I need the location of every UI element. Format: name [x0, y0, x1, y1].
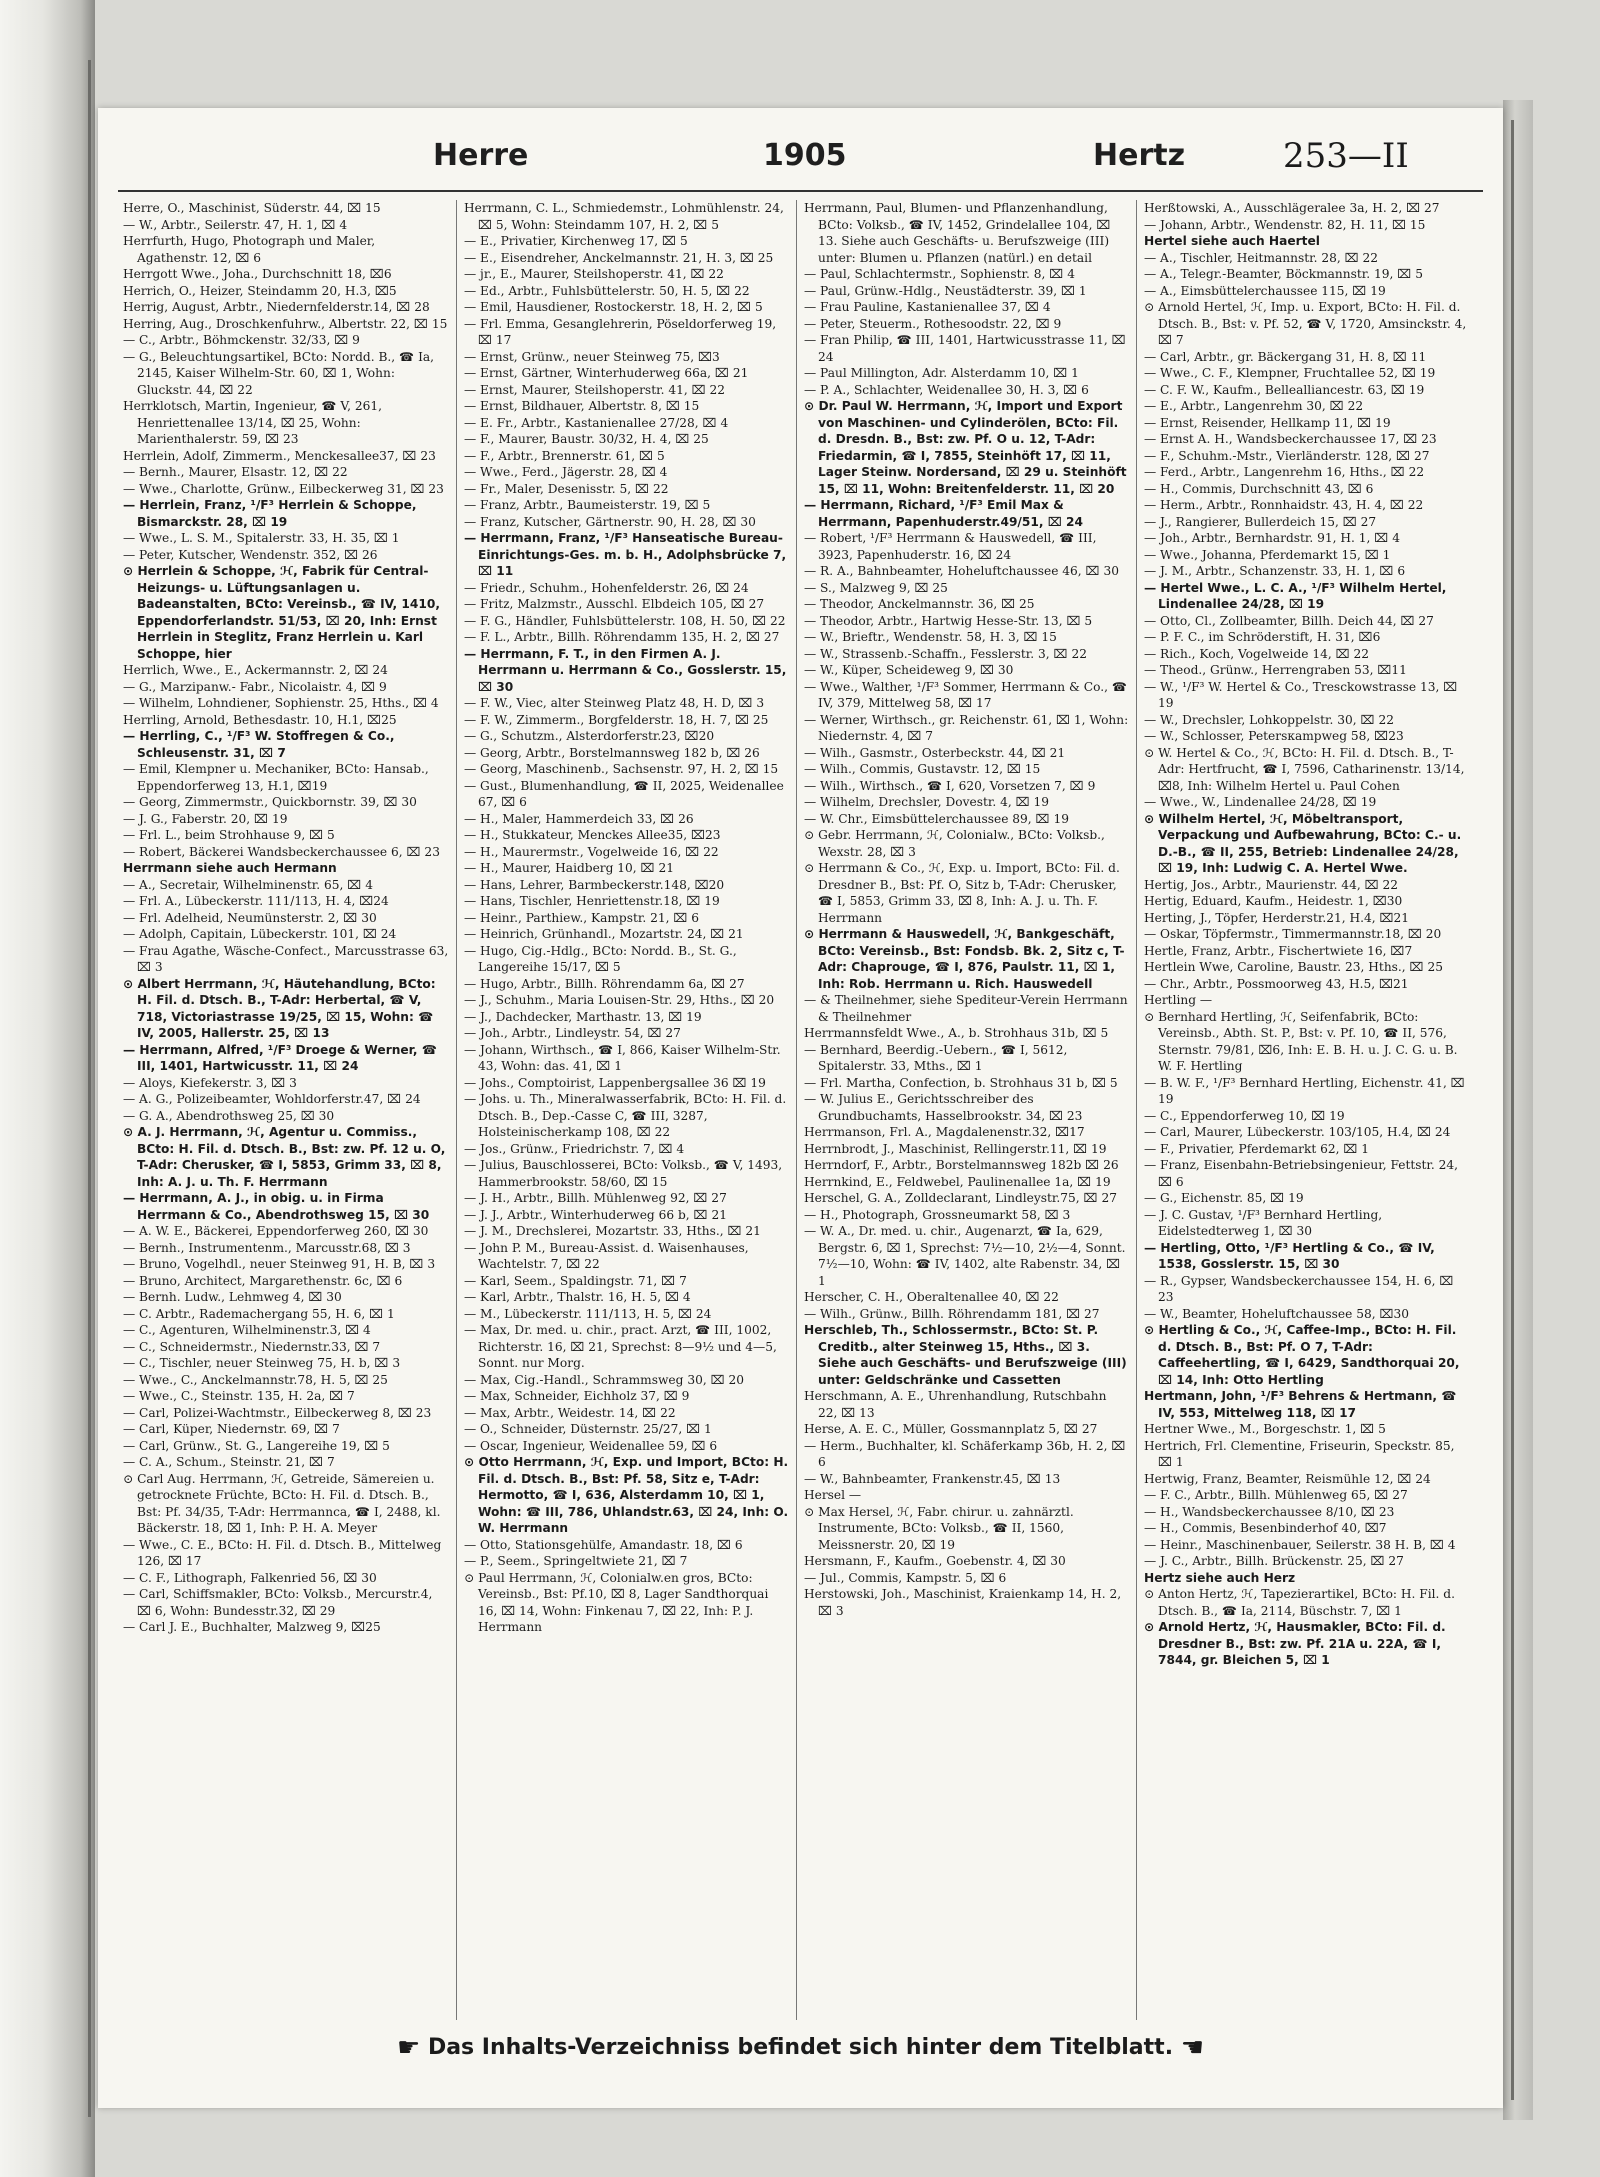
directory-entry: — J., Dachdecker, Marthastr. 13, ⌧ 19	[464, 1009, 702, 1024]
directory-entry: — H., Wandsbeckerchaussee 8/10, ⌧ 23	[1144, 1504, 1395, 1519]
directory-entry: ⊙ A. J. Herrmann, ℋ, Agentur u. Commiss., BCto: H. Fil. d. Dtsch. B., Bst: zw. Pf. 12 u. O, T-Adr: Cherusker, ☎ I, 5853, Grimm 33, ⌧ 8, Inh: A. J. u. Th. F. Herrmann	[123, 1125, 446, 1189]
directory-entry: — Fr., Maler, Desenisstr. 5, ⌧ 22	[464, 481, 669, 496]
directory-entry: — Johs., Comptoirist, Lappenbergsallee 36 ⌧ 19	[464, 1075, 766, 1090]
directory-entry: — Jos., Grünw., Friedrichstr. 7, ⌧ 4	[464, 1141, 685, 1156]
directory-entry: Herting, J., Töpfer, Herderstr.21, H.4, ⌧21	[1144, 910, 1410, 925]
directory-entry: — Carl, Arbtr., gr. Bäckergang 31, H. 8, ⌧ 11	[1144, 349, 1427, 364]
directory-entry: — Herrmann, Richard, ¹/F³ Emil Max & Herrmann, Papenhuderstr.49/51, ⌧ 24	[804, 498, 1083, 529]
directory-entry: — W., ¹/F³ W. Hertel & Co., Tresckowstrasse 13, ⌧ 19	[1144, 679, 1458, 710]
directory-entry: — Friedr., Schuhm., Hohenfelderstr. 26, ⌧ 24	[464, 580, 749, 595]
directory-entry: — W., Schlosser, Petersкampweg 58, ⌧23	[1144, 729, 1404, 743]
directory-entry: — G. A., Abendrothsweg 25, ⌧ 30	[123, 1108, 335, 1123]
directory-entry: — S., Malzweg 9, ⌧ 25	[804, 580, 948, 595]
directory-entry: — Georg, Maschinenb., Sachsenstr. 97, H. 2, ⌧ 15	[464, 762, 779, 776]
directory-entry: Herschmann, A. E., Uhrenhandlung, Rutschbahn 22, ⌧ 13	[804, 1389, 1107, 1420]
directory-entry: — W., Drechsler, Lohkoppelstr. 30, ⌧ 22	[1144, 712, 1394, 727]
directory-entry: Hertwig, Franz, Beamter, Reismühle 12, ⌧ 24	[1144, 1471, 1431, 1486]
directory-entry: — A., Eimsbüttelerchaussee 115, ⌧ 19	[1144, 283, 1386, 298]
directory-entry: — Frl. Emma, Gesanglehrerin, Pöseldorferweg 19, ⌧ 17	[464, 316, 777, 347]
header-first-entry: Herre	[433, 138, 529, 173]
directory-entry: — Ernst A. H., Wandsbeckerchaussee 17, ⌧ 23	[1144, 432, 1437, 446]
directory-entry: — Hertel Wwe., L. C. A., ¹/F³ Wilhelm Hertel, Lindenallee 24/28, ⌧ 19	[1144, 580, 1447, 611]
directory-entry: — Herrmann, Alfred, ¹/F³ Droege & Werner, ☎ III, 1401, Hartwicusstr. 11, ⌧ 24	[123, 1042, 437, 1073]
directory-entry: — F. W., Viec, alter Steinweg Platz 48, H. D, ⌧ 3	[464, 696, 765, 710]
directory-entry: — Heinr., Parthiew., Kampstr. 21, ⌧ 6	[464, 910, 700, 925]
directory-entry: — J. C., Arbtr., Billh. Brückenstr. 25, ⌧ 27	[1144, 1554, 1404, 1568]
directory-entry: — C., Agenturen, Wilhelminenstr.3, ⌧ 4	[123, 1323, 371, 1337]
directory-entry: — G., Eichenstr. 85, ⌧ 19	[1144, 1191, 1304, 1205]
directory-entry: — Paul, Grünw.-Hdlg., Neustädterstr. 39, ⌧ 1	[804, 283, 1087, 298]
column-4	[1136, 200, 1476, 2020]
directory-entry: — W., Brieftr., Wendenstr. 58, H. 3, ⌧ 15	[804, 630, 1057, 644]
directory-entry: — C. Arbtr., Rademachergang 55, H. 6, ⌧ 1	[123, 1306, 395, 1321]
directory-entry: — W., Küper, Scheideweg 9, ⌧ 30	[804, 663, 1014, 677]
directory-entry: — R. A., Bahnbeamter, Hoheluftchaussee 46, ⌧ 30	[804, 564, 1119, 578]
directory-entry: Herrklotsch, Martin, Ingenieur, ☎ V, 261, Henriettenallee 13/14, ⌧ 25, Wohn: Marienthalerstr. 59, ⌧ 23	[123, 399, 382, 446]
directory-entry: — Johann, Arbtr., Wendenstr. 82, H. 11, ⌧ 15	[1144, 217, 1426, 232]
directory-entry: Herrndorf, F., Arbtr., Borstelmannsweg 182b ⌧ 26	[804, 1158, 1119, 1172]
directory-entry: Herrlein, Adolf, Zimmerm., Menckesallee37, ⌧ 23	[123, 448, 436, 463]
directory-entry: Herring, Aug., Droschkenfuhrw., Albertstr. 22, ⌧ 15	[123, 316, 448, 331]
directory-entry: — Peter, Steuerm., Rothesoodstr. 22, ⌧ 9	[804, 316, 1062, 331]
directory-entry: Herrmann siehe auch Hermann	[123, 861, 337, 875]
directory-entry: Herrling, Arnold, Bethesdastr. 10, H.1, ⌧25	[123, 712, 397, 727]
directory-entry: — Wilh., Gasmstr., Osterbeckstr. 44, ⌧ 21	[804, 745, 1066, 760]
directory-entry: — Carl, Grünw., St. G., Langereihe 19, ⌧ 5	[123, 1438, 390, 1453]
directory-entry: — W., Arbtr., Seilerstr. 47, H. 1, ⌧ 4	[123, 217, 348, 232]
pointing-hand-right-icon: ☛	[396, 2033, 421, 2063]
directory-entry: — Wilhelm, Drechsler, Dovestr. 4, ⌧ 19	[804, 795, 1050, 809]
directory-entry: — C., Eppendorferweg 10, ⌧ 19	[1144, 1108, 1345, 1123]
directory-entry: — Johann, Wirthsch., ☎ I, 866, Kaiser Wilhelm-Str. 43, Wohn: das. 41, ⌧ 1	[464, 1042, 781, 1073]
directory-entry: — Adolph, Capitain, Lübeckerstr. 101, ⌧ 24	[123, 927, 397, 941]
directory-entry: — Heinrich, Grünhandl., Mozartstr. 24, ⌧ 21	[464, 927, 744, 941]
directory-entry: — W. A., Dr. med. u. chir., Augenarzt, ☎ Ia, 629, Bergstr. 6, ⌧ 1, Sprechst: 7½—10, 2½—4, Sonnt. 7½—10, Wohn: ☎ IV, 1402, alte Rabenstr. 34, ⌧ 1	[804, 1224, 1126, 1288]
directory-entry: — Bernh., Instrumentenm., Marcusstr.68, ⌧ 3	[123, 1240, 411, 1255]
directory-entry: — Herrlein, Franz, ¹/F³ Herrlein & Schoppe, Bismarckstr. 28, ⌧ 19	[123, 498, 417, 529]
directory-entry: — Herrmann, F. T., in den Firmen A. J. Herrmann u. Herrmann & Co., Gosslerstr. 15, ⌧ 30	[464, 646, 787, 694]
directory-entry: — P. F. C., im Schröderstift, H. 31, ⌧6	[1144, 630, 1381, 644]
directory-entry: ⊙ Hertling & Co., ℋ, Caffee-Imp., BCto: H. Fil. d. Dtsch. B., Bst: Pf. O 7, T-Adr: Caffeehertling, ☎ I, 6429, Sandthorquai 20, ⌧ 14, Inh: Otto Hertling	[1144, 1323, 1460, 1387]
directory-entry: Herstowski, Joh., Maschinist, Kraienkamp 14, H. 2, ⌧ 3	[804, 1587, 1122, 1618]
column-1	[116, 200, 456, 2020]
directory-entry: — Bruno, Vogelhdl., neuer Steinweg 91, H. B, ⌧ 3	[123, 1257, 436, 1271]
directory-entry: — F., Privatier, Pferdemarkt 62, ⌧ 1	[1144, 1141, 1370, 1156]
directory-entry: ⊙ Bernhard Hertling, ℋ, Seifenfabrik, BCto: Vereinsb., Abth. St. P., Bst: v. Pf. 10, ☎ II, 576, Sternstr. 79/81, ⌧6, Inh: E. B. H. u. J. C. G. u. B. W. F. Hertling	[1144, 1009, 1458, 1073]
directory-entry: — Werner, Wirthsch., gr. Reichenstr. 61, ⌧ 1, Wohn: Niedernstr. 4, ⌧ 7	[804, 712, 1129, 743]
directory-entry: — H., Commis, Durchschnitt 43, ⌧ 6	[1144, 481, 1374, 496]
directory-entry: — Herm., Buchhalter, kl. Schäferkamp 36b, H. 2, ⌧ 6	[804, 1438, 1126, 1469]
directory-entry: — Ernst, Grünw., neuer Steinweg 75, ⌧3	[464, 349, 720, 364]
directory-entry: — C., Arbtr., Böhmckenstr. 32/33, ⌧ 9	[123, 333, 360, 347]
directory-entry: — P., Seem., Springeltwiete 21, ⌧ 7	[464, 1554, 688, 1568]
directory-entry: ⊙ Herrmann & Hauswedell, ℋ, Bankgeschäft, BCto: Vereinsb., Bst: Fondsb. Bk. 2, Sitz c, T-Adr: Chaprouge, ☎ I, 876, Paulstr. 11, ⌧ 1, Inh: Rob. Herrmann u. Rich. Hauswedell	[804, 927, 1125, 991]
directory-entry: — Wilh., Wirthsch., ☎ I, 620, Vorsetzen 7, ⌧ 9	[804, 778, 1096, 793]
directory-entry: — J. C. Gustav, ¹/F³ Bernhard Hertling, Eidelstedterweg 1, ⌧ 30	[1144, 1207, 1383, 1238]
page-number: 253—II	[1283, 136, 1409, 176]
directory-entry: Hersel —	[804, 1488, 862, 1502]
directory-entry: ⊙ Herrmann & Co., ℋ, Exp. u. Import, BCto: Fil. d. Dresdner B., Bst: Pf. O, Sitz b, T-Adr: Cherusker, ☎ I, 5853, Grimm 33, ⌧ 8, Inh: A. J. u. Th. F. Herrmann	[804, 861, 1120, 925]
directory-entry: — Heinr., Maschinenbauer, Seilerstr. 38 H. B, ⌧ 4	[1144, 1537, 1456, 1552]
directory-entry: Hertling —	[1144, 993, 1213, 1007]
directory-entry: ⊙ W. Hertel & Co., ℋ, BCto: H. Fil. d. Dtsch. B., T-Adr: Hertfrucht, ☎ I, 7596, Catharinenstr. 13/14, ⌧8, Inh: Wilhelm Hertel u. Paul Cohen	[1144, 745, 1465, 793]
directory-entry: — Franz, Eisenbahn-Betriebsingenieur, Fettstr. 24, ⌧ 6	[1144, 1158, 1459, 1189]
directory-entry: — J. G., Faberstr. 20, ⌧ 19	[123, 811, 288, 826]
directory-entry: ⊙ Max Hersel, ℋ, Fabr. chirur. u. zahnärztl. Instrumente, BCto: Volksb., ☎ II, 1560, Meissnerstr. 20, ⌧ 19	[804, 1504, 1074, 1552]
directory-entry: — John P. M., Bureau-Assist. d. Waisenhauses, Wachtelstr. 7, ⌧ 22	[464, 1240, 749, 1271]
directory-entry: Hertlein Wwe, Caroline, Baustr. 23, Hths., ⌧ 25	[1144, 960, 1443, 974]
directory-entry: — M., Lübeckerstr. 111/113, H. 5, ⌧ 24	[464, 1306, 712, 1321]
footer-notice	[98, 2033, 1503, 2063]
directory-entry: — W., Strassenb.-Schaffn., Fesslerstr. 3, ⌧ 22	[804, 646, 1087, 661]
directory-entry: Herrfurth, Hugo, Photograph und Maler, Agathenstr. 12, ⌧ 6	[123, 234, 376, 265]
header-year: 1905	[763, 138, 847, 173]
directory-entry: — H., Maurer, Haidberg 10, ⌧ 21	[464, 861, 674, 875]
directory-entry: Herrnkind, E., Feldwebel, Paulinenallee 1a, ⌧ 19	[804, 1174, 1111, 1189]
directory-entry: Herse, A. E. C., Müller, Gossmannplatz 5, ⌧ 27	[804, 1422, 1098, 1436]
directory-entry: — Bernhard, Beerdig.-Uebern., ☎ I, 5612, Spitalerstr. 33, Mths., ⌧ 1	[804, 1042, 1068, 1073]
directory-entry: — Gust., Blumenhandlung, ☎ II, 2025, Weidenallee 67, ⌧ 6	[464, 778, 784, 809]
directory-entry: — Wwe., W., Lindenallee 24/28, ⌧ 19	[1144, 795, 1377, 809]
directory-entry: Hertrich, Frl. Clementine, Friseurin, Speckstr. 85, ⌧ 1	[1144, 1438, 1455, 1469]
directory-entry: — Julius, Bauschlosserei, BCto: Volksb., ☎ V, 1493, Hammerbrookstr. 58/60, ⌧ 15	[464, 1158, 783, 1189]
directory-entry: Herrmann, C. L., Schmiedemstr., Lohmühlenstr. 24, ⌧ 5, Wohn: Steindamm 107, H. 2, ⌧ 5	[464, 201, 784, 232]
directory-entry: — Rich., Koch, Vogelweide 14, ⌧ 22	[1144, 646, 1370, 661]
directory-entry: — W. Julius E., Gerichtsschreiber des Grundbuchamts, Hasselbrookstr. 34, ⌧ 23	[804, 1092, 1083, 1123]
directory-entry: — J. M., Arbtr., Schanzenstr. 33, H. 1, ⌧ 6	[1144, 564, 1406, 578]
directory-entry: — Georg, Zimmermstr., Quickbornstr. 39, ⌧ 30	[123, 795, 417, 809]
directory-entry: — A., Telegr.-Beamter, Böckmannstr. 19, ⌧ 5	[1144, 267, 1423, 281]
directory-entry: Herscher, C. H., Oberaltenallee 40, ⌧ 22	[804, 1290, 1059, 1304]
directory-entry: — Oskar, Töpfermstr., Timmermannstr.18, ⌧ 20	[1144, 927, 1442, 941]
directory-entry: — Wwe., C. F., Klempner, Fruchtallee 52, ⌧ 19	[1144, 366, 1436, 380]
directory-entry: — Carl, Maurer, Lübeckerstr. 103/105, H.4, ⌧ 24	[1144, 1125, 1451, 1139]
directory-page	[98, 108, 1503, 2108]
directory-entry: — Wilhelm, Lohndiener, Sophienstr. 25, Hths., ⌧ 4	[123, 696, 439, 710]
directory-entry: — H., Maurermstr., Vogelweide 16, ⌧ 22	[464, 844, 719, 859]
directory-entry: — Paul, Schlachtermstr., Sophienstr. 8, ⌧ 4	[804, 267, 1075, 281]
directory-entry: — A. G., Polizeibeamter, Wohldorferstr.47, ⌧ 24	[123, 1092, 421, 1106]
directory-entry: — F. C., Arbtr., Billh. Mühlenweg 65, ⌧ 27	[1144, 1488, 1408, 1502]
directory-entry: — Fran Philip, ☎ III, 1401, Hartwicusstrasse 11, ⌧ 24	[804, 333, 1126, 364]
directory-entry: ⊙ Gebr. Herrmann, ℋ, Colonialw., BCto: Volksb., Wexstr. 28, ⌧ 3	[804, 828, 1105, 859]
directory-entry: — G., Beleuchtungsartikel, BCto: Nordd. B., ☎ Ia, 2145, Kaiser Wilhelm-Str. 60, ⌧ 1, Wohn: Gluckstr. 44, ⌧ 22	[123, 349, 435, 397]
directory-entry: — B. W. F., ¹/F³ Bernhard Hertling, Eichenstr. 41, ⌧ 19	[1144, 1075, 1465, 1106]
directory-entry: — Bernh. Ludw., Lehmweg 4, ⌧ 30	[123, 1290, 342, 1304]
directory-entry: — Bernh., Maurer, Elsastr. 12, ⌧ 22	[123, 465, 348, 479]
directory-entry: — Max, Cig.-Handl., Schrammsweg 30, ⌧ 20	[464, 1372, 744, 1387]
directory-entry: — Aloys, Kiefekerstr. 3, ⌧ 3	[123, 1075, 297, 1090]
directory-entry: Hertle, Franz, Arbtr., Fischertwiete 16, ⌧7	[1144, 943, 1413, 958]
directory-entry: ⊙ Arnold Hertel, ℋ, Imp. u. Export, BCto: H. Fil. d. Dtsch. B., Bst: v. Pf. 52, ☎ V, 1720, Amsinckstr. 4, ⌧ 7	[1144, 300, 1467, 347]
directory-entry: Hertel siehe auch Haertel	[1144, 234, 1320, 248]
directory-entry: — J., Schuhm., Maria Louisen-Str. 29, Hths., ⌧ 20	[464, 993, 775, 1007]
directory-entry: — & Theilnehmer, siehe Spediteur-Verein Herrmann & Theilnehmer	[804, 993, 1128, 1024]
directory-entry: — C., Schneidermstr., Niedernstr.33, ⌧ 7	[123, 1339, 381, 1354]
header-last-entry: Hertz	[1093, 138, 1186, 173]
directory-entry: — Karl, Seem., Spaldingstr. 71, ⌧ 7	[464, 1273, 687, 1288]
directory-entry: Herre, O., Maschinist, Süderstr. 44, ⌧ 15	[123, 201, 381, 215]
directory-entry: — Wilh., Commis, Gustavstr. 12, ⌧ 15	[804, 762, 1041, 776]
directory-entry: — Johs. u. Th., Mineralwasserfabrik, BCto: H. Fil. d. Dtsch. B., Dep.-Casse C, ☎ III, 3287, Holsteinischerkamp 108, ⌧ 22	[464, 1092, 787, 1139]
pointing-hand-left-icon: ☚	[1180, 2033, 1205, 2063]
directory-columns	[116, 200, 1486, 2020]
column-3	[796, 200, 1136, 2020]
directory-entry: Hertner Wwe., M., Borgeschstr. 1, ⌧ 5	[1144, 1422, 1386, 1436]
directory-entry: — Carl, Küper, Niedernstr. 69, ⌧ 7	[123, 1422, 340, 1436]
directory-entry: ⊙ Anton Hertz, ℋ, Tapezierartikel, BCto: H. Fil. d. Dtsch. B., ☎ Ia, 2114, Büschstr. 7, ⌧ 1	[1144, 1587, 1455, 1618]
directory-entry: — Joh., Arbtr., Bernhardstr. 91, H. 1, ⌧ 4	[1144, 531, 1400, 545]
directory-entry: — Fritz, Malzmstr., Ausschl. Elbdeich 105, ⌧ 27	[464, 597, 765, 611]
directory-entry: Hertmann, John, ¹/F³ Behrens & Hertmann, ☎ IV, 553, Mittelweg 118, ⌧ 17	[1144, 1389, 1457, 1420]
directory-entry: ⊙ Dr. Paul W. Herrmann, ℋ, Import und Export von Maschinen- und Cylinderölen, BCto: Fil. d. Dresdn. B., Bst: zw. Pf. O u. 12, T-Adr: Friedarmin, ☎ I, 7855, Steinhöft 17, ⌧ 11, Lager Steinw. Nordersand, ⌧ 29 u. Steinhöft 15, ⌧ 11, Wohn: Breitenfelderstr. 11, ⌧ 20	[804, 399, 1127, 496]
directory-entry: — F. L., Arbtr., Billh. Röhrendamm 135, H. 2, ⌧ 27	[464, 630, 780, 644]
directory-entry: Herrgott Wwe., Joha., Durchschnitt 18, ⌧6	[123, 267, 392, 281]
binding-edge	[88, 60, 91, 2117]
directory-entry: — Carl J. E., Buchhalter, Malzweg 9, ⌧25	[123, 1620, 381, 1634]
directory-entry: — Hugo, Arbtr., Billh. Röhrendamm 6a, ⌧ 27	[464, 976, 745, 991]
directory-entry: — Frl. Martha, Confection, b. Strohhaus 31 b, ⌧ 5	[804, 1075, 1118, 1090]
directory-entry: — W., Beamter, Hoheluftchaussee 58, ⌧30	[1144, 1306, 1410, 1321]
directory-entry: — E., Arbtr., Langenrehm 30, ⌧ 22	[1144, 399, 1364, 413]
directory-entry: — Peter, Kutscher, Wendenstr. 352, ⌧ 26	[123, 547, 378, 562]
directory-entry: — Hertling, Otto, ¹/F³ Hertling & Co., ☎ IV, 1538, Gosslerstr. 15, ⌧ 30	[1144, 1240, 1435, 1271]
directory-entry: — W. Chr., Eimsbüttelerchaussee 89, ⌧ 19	[804, 811, 1069, 826]
directory-entry: Herrmanson, Frl. A., Magdalenenstr.32, ⌧17	[804, 1125, 1085, 1139]
directory-entry: — F. W., Zimmerm., Borgfelderstr. 18, H. 7, ⌧ 25	[464, 712, 769, 727]
directory-entry: — G., Marzipanw.- Fabr., Nicolaistr. 4, ⌧ 9	[123, 679, 387, 694]
page-edge-line	[1511, 120, 1514, 2100]
directory-entry: — Herm., Arbtr., Ronnhaidstr. 43, H. 4, ⌧ 22	[1144, 498, 1424, 512]
directory-entry: ⊙ Wilhelm Hertel, ℋ, Möbeltransport, Verpackung und Aufbewahrung, BCto: C.- u. D.-B., ☎ II, 255, Betrieb: Lindenallee 24/28, ⌧ 19, Inh: Ludwig C. A. Hertel Wwe.	[1144, 811, 1462, 875]
directory-entry: — C., Tischler, neuer Steinweg 75, H. b, ⌧ 3	[123, 1356, 401, 1370]
directory-entry: ⊙ Paul Herrmann, ℋ, Colonialw.en gros, BCto: Vereinsb., Bst: Pf.10, ⌧ 8, Lager Sandthorquai 16, ⌧ 14, Wohn: Finkenau 7, ⌧ 22, Inh: P. J. Herrmann	[464, 1570, 769, 1634]
directory-entry: Herrmannsfeldt Wwe., A., b. Strohhaus 31b, ⌧ 5	[804, 1026, 1109, 1040]
directory-entry: Herrmann, Paul, Blumen- und Pflanzenhandlung, BCto: Volksb., ☎ IV, 1452, Grindelallee 104, ⌧ 13. Siehe auch Geschäfts- u. Berufszweige (III) unter: Blumen u. Pflanzen (natürl.) en detail	[804, 201, 1111, 265]
directory-entry: ⊙ Arnold Hertz, ℋ, Hausmakler, BCto: Fil. d. Dresdner B., Bst: zw. Pf. 21A u. 22A, ☎ I, 7844, gr. Bleichen 5, ⌧ 1	[1144, 1620, 1446, 1667]
directory-entry: — Wwe., Walther, ¹/F³ Sommer, Herrmann & Co., ☎ IV, 379, Mittelweg 58, ⌧ 17	[804, 679, 1127, 710]
directory-entry: — J. J., Arbtr., Winterhuderweg 66 b, ⌧ 21	[464, 1207, 727, 1222]
directory-entry: — O., Schneider, Düsternstr. 25/27, ⌧ 1	[464, 1422, 712, 1436]
directory-entry: — Ernst, Bildhauer, Albertstr. 8, ⌧ 15	[464, 399, 700, 413]
directory-entry: — Wwe., L. S. M., Spitalerstr. 33, H. 35, ⌧ 1	[123, 531, 400, 545]
directory-entry: — H., Stukkateur, Menckes Allee35, ⌧23	[464, 828, 721, 842]
directory-entry: — Theodor, Arbtr., Hartwig Hesse-Str. 13, ⌧ 5	[804, 613, 1093, 628]
directory-entry: — jr., E., Maurer, Steilshoperstr. 41, ⌧ 22	[464, 267, 724, 281]
directory-entry: — Emil, Klempner u. Mechaniker, BCto: Hansab., Eppendorferweg 13, H.1, ⌧19	[123, 762, 429, 793]
page-header	[98, 138, 1503, 188]
directory-entry: — F., Arbtr., Brennerstr. 61, ⌧ 5	[464, 448, 665, 463]
directory-entry: — E., Eisendreher, Anckelmannstr. 21, H. 3, ⌧ 25	[464, 250, 774, 265]
directory-entry: — Ernst, Reisender, Hellkamp 11, ⌧ 19	[1144, 415, 1391, 430]
directory-entry: Hertz siehe auch Herz	[1144, 1570, 1296, 1585]
directory-entry: — Georg, Arbtr., Borstelmannsweg 182 b, ⌧ 26	[464, 745, 760, 760]
directory-entry: — Otto, Cl., Zollbeamter, Billh. Deich 44, ⌧ 27	[1144, 613, 1434, 628]
directory-entry: — Robert, ¹/F³ Herrmann & Hauswedell, ☎ III, 3923, Papenhuderstr. 16, ⌧ 24	[804, 531, 1097, 562]
directory-entry: Hertig, Eduard, Kaufm., Heidestr. 1, ⌧30	[1144, 894, 1403, 908]
directory-entry: — Max, Arbtr., Weidestr. 14, ⌧ 22	[464, 1405, 676, 1420]
directory-entry: ⊙ Albert Herrmann, ℋ, Häutehandlung, BCto: H. Fil. d. Dtsch. B., T-Adr: Herbertal, ☎ V, 718, Victoriastrasse 19/25, ⌧ 15, Wohn: ☎ IV, 2005, Hallerstr. 25, ⌧ 13	[123, 976, 436, 1040]
directory-entry: Herrich, O., Heizer, Steindamm 20, H.3, ⌧5	[123, 283, 397, 298]
directory-entry: — Max, Schneider, Eichholz 37, ⌧ 9	[464, 1389, 690, 1403]
directory-entry: — F., Schuhm.-Mstr., Vierländerstr. 128, ⌧ 27	[1144, 448, 1430, 463]
directory-entry: Herschleb, Th., Schlossermstr., BCto: St. P. Creditb., alter Steinweg 15, Hths., ⌧ 3. Siehe auch Geschäfts- und Berufszweige (III) unter: Geldschränke und Cassetten	[804, 1323, 1127, 1387]
directory-entry: — H., Commis, Besenbinderhof 40, ⌧7	[1144, 1521, 1387, 1535]
directory-entry: — Wwe., C. E., BCto: H. Fil. d. Dtsch. B., Mittelweg 126, ⌧ 17	[123, 1537, 442, 1568]
directory-entry: — Theod., Grünw., Herrengraben 53, ⌧11	[1144, 663, 1407, 677]
directory-entry: — Ferd., Arbtr., Langenrehm 16, Hths., ⌧ 22	[1144, 465, 1425, 479]
directory-entry: ⊙ Carl Aug. Herrmann, ℋ, Getreide, Sämereien u. getrocknete Früchte, BCto: H. Fil. d. Dtsch. B., Bst: Pf. 34/35, T-Adr: Herrmannca, ☎ I, 2488, kl. Bäckerstr. 18, ⌧ 1, Inh: P. H. A. Meyer	[123, 1471, 441, 1535]
directory-entry: — A., Tischler, Heitmannstr. 28, ⌧ 22	[1144, 250, 1379, 265]
directory-entry: — Wwe., C., Anckelmannstr.78, H. 5, ⌧ 25	[123, 1372, 388, 1387]
footer-text: Das Inhalts-Verzeichniss befindet sich hinter dem Titelblatt.	[427, 2035, 1174, 2060]
directory-entry: — Wwe., Charlotte, Grünw., Eilbeckerweg 31, ⌧ 23	[123, 481, 444, 496]
directory-entry: — Herrling, C., ¹/F³ W. Stoffregen & Co., Schleusenstr. 31, ⌧ 7	[123, 729, 395, 760]
directory-entry: — Ernst, Gärtner, Winterhuderweg 66a, ⌧ 21	[464, 366, 749, 380]
directory-entry: — Robert, Bäckerei Wandsbeckerchaussee 6, ⌧ 23	[123, 844, 440, 859]
directory-entry: Herßtowski, A., Ausschlägeralee 3a, H. 2, ⌧ 27	[1144, 201, 1440, 215]
directory-entry: Hersmann, F., Kaufm., Goebenstr. 4, ⌧ 30	[804, 1554, 1066, 1568]
directory-entry: — Carl, Polizei-Wachtmstr., Eilbeckerweg 8, ⌧ 23	[123, 1405, 432, 1420]
directory-entry: — A., Secretair, Wilhelminenstr. 65, ⌧ 4	[123, 877, 373, 892]
directory-entry: — Franz, Arbtr., Baumeisterstr. 19, ⌧ 5	[464, 498, 711, 512]
directory-entry: — H., Maler, Hammerdeich 33, ⌧ 26	[464, 811, 694, 826]
directory-entry: — Paul Millington, Adr. Alsterdamm 10, ⌧ 1	[804, 366, 1079, 380]
directory-entry: — Wwe., Ferd., Jägerstr. 28, ⌧ 4	[464, 465, 668, 479]
header-rule	[118, 190, 1483, 192]
directory-entry: — Jul., Commis, Kampstr. 5, ⌧ 6	[804, 1570, 1007, 1585]
directory-entry: — A. W. E., Bäckerei, Eppendorferweg 260, ⌧ 30	[123, 1224, 429, 1238]
directory-entry: ⊙ Herrlein & Schoppe, ℋ, Fabrik für Central-Heizungs- u. Lüftungsanlagen u. Badeanstalten, BCto: Vereinsb., ☎ IV, 1410, Eppendorferlandstr. 51/53, ⌧ 20, Inh: Ernst Herrlein in Steglitz, Franz Herrlein u. Karl Schoppe, hier	[123, 564, 440, 661]
directory-entry: — Frau Agathe, Wäsche-Confect., Marcusstrasse 63, ⌧ 3	[123, 943, 449, 974]
directory-entry: — Frl. Adelheid, Neumünsterstr. 2, ⌧ 30	[123, 910, 377, 925]
directory-entry: — Carl, Schiffsmakler, BCto: Volksb., Mercurstr.4, ⌧ 6, Wohn: Bundesstr.32, ⌧ 29	[123, 1587, 433, 1618]
directory-entry: — Frau Pauline, Kastanienallee 37, ⌧ 4	[804, 300, 1051, 314]
directory-entry: — Bruno, Architect, Margarethenstr. 6c, ⌧ 6	[123, 1273, 403, 1288]
directory-entry: — C. F., Lithograph, Falkenried 56, ⌧ 30	[123, 1570, 377, 1585]
directory-entry: — Chr., Arbtr., Possmoorweg 43, H.5, ⌧21	[1144, 976, 1409, 991]
directory-entry: — Theodor, Anckelmannstr. 36, ⌧ 25	[804, 597, 1035, 611]
directory-entry: Herrlich, Wwe., E., Ackermannstr. 2, ⌧ 24	[123, 663, 388, 677]
directory-entry: — Max, Dr. med. u. chir., pract. Arzt, ☎ III, 1002, Richterstr. 16, ⌧ 21, Sprechst: 8—9½ und 4—5, Sonnt. nur Morg.	[464, 1323, 777, 1370]
directory-entry: Herschel, G. A., Zolldeclarant, Lindleystr.75, ⌧ 27	[804, 1191, 1117, 1205]
directory-entry: — P. A., Schlachter, Weidenallee 30, H. 3, ⌧ 6	[804, 382, 1089, 397]
directory-entry: Herrnbrodt, J., Maschinist, Rellingerstr.11, ⌧ 19	[804, 1141, 1107, 1156]
directory-entry: — C. F. W., Kaufm., Bellealliancestr. 63, ⌧ 19	[1144, 382, 1425, 397]
directory-entry: — Hans, Tischler, Henriettenstr.18, ⌧ 19	[464, 894, 720, 908]
directory-entry: — J. M., Drechslerei, Mozartstr. 33, Hths., ⌧ 21	[464, 1224, 761, 1238]
directory-entry: — E., Privatier, Kirchenweg 17, ⌧ 5	[464, 234, 688, 248]
directory-entry: ⊙ Otto Herrmann, ℋ, Exp. und Import, BCto: H. Fil. d. Dtsch. B., Bst: Pf. 58, Sitz e, T-Adr: Hermotto, ☎ I, 636, Alsterdamm 10, ⌧ 1, Wohn: ☎ III, 786, Uhlandstr.63, ⌧ 24, Inh: O. W. Herrmann	[464, 1455, 789, 1535]
directory-entry: — Emil, Hausdiener, Rostockerstr. 18, H. 2, ⌧ 5	[464, 300, 763, 314]
directory-entry: — F., Maurer, Baustr. 30/32, H. 4, ⌧ 25	[464, 432, 709, 446]
directory-entry: — Franz, Kutscher, Gärtnerstr. 90, H. 28, ⌧ 30	[464, 514, 756, 529]
directory-entry: — R., Gypser, Wandsbeckerchaussee 154, H. 6, ⌧ 23	[1144, 1273, 1454, 1304]
directory-entry: — G., Schutzm., Alsterdorferstr.23, ⌧20	[464, 729, 715, 743]
directory-entry: — Joh., Arbtr., Lindleystr. 54, ⌧ 27	[464, 1026, 681, 1040]
directory-entry: — Frl. A., Lübeckerstr. 111/113, H. 4, ⌧24	[123, 894, 389, 908]
directory-entry: — Herrmann, Franz, ¹/F³ Hanseatische Bureau-Einrichtungs-Ges. m. b. H., Adolphsbrücke 7, ⌧ 11	[464, 531, 787, 578]
directory-entry: — J. H., Arbtr., Billh. Mühlenweg 92, ⌧ 27	[464, 1191, 727, 1205]
directory-entry: — E. Fr., Arbtr., Kastanienallee 27/28, ⌧ 4	[464, 415, 729, 430]
directory-entry: — Herrmann, A. J., in obig. u. in Firma Herrmann & Co., Abendrothsweg 15, ⌧ 30	[123, 1191, 430, 1222]
directory-entry: — F. G., Händler, Fuhlsbüttelerstr. 108, H. 50, ⌧ 22	[464, 613, 786, 628]
directory-entry: — W., Bahnbeamter, Frankenstr.45, ⌧ 13	[804, 1471, 1061, 1486]
directory-entry: — Wwe., C., Steinstr. 135, H. 2a, ⌧ 7	[123, 1389, 355, 1403]
directory-entry: — Karl, Arbtr., Thalstr. 16, H. 5, ⌧ 4	[464, 1290, 691, 1304]
directory-entry: — H., Photograph, Grossneumarkt 58, ⌧ 3	[804, 1207, 1071, 1222]
directory-entry: — Hans, Lehrer, Barmbeckerstr.148, ⌧20	[464, 877, 725, 892]
directory-entry: — Wwe., Johanna, Pferdemarkt 15, ⌧ 1	[1144, 547, 1391, 562]
directory-entry: Herrig, August, Arbtr., Niedernfelderstr.14, ⌧ 28	[123, 300, 430, 314]
directory-entry: — Oscar, Ingenieur, Weidenallee 59, ⌧ 6	[464, 1438, 718, 1453]
directory-entry: — Hugo, Cig.-Hdlg., BCto: Nordd. B., St. G., Langereihe 15/17, ⌧ 5	[464, 943, 737, 974]
directory-entry: — Frl. L., beim Strohhause 9, ⌧ 5	[123, 828, 335, 842]
directory-entry: — Otto, Stationsgehülfe, Amandastr. 18, ⌧ 6	[464, 1537, 743, 1552]
directory-entry: — J., Rangierer, Bullerdeich 15, ⌧ 27	[1144, 514, 1377, 529]
directory-entry: — C. A., Schum., Steinstr. 21, ⌧ 7	[123, 1455, 335, 1469]
directory-entry: Hertig, Jos., Arbtr., Maurienstr. 44, ⌧ 22	[1144, 877, 1398, 892]
page-edge	[1503, 100, 1533, 2120]
directory-entry: — Wilh., Grünw., Billh. Röhrendamm 181, ⌧ 27	[804, 1306, 1100, 1321]
column-2	[456, 200, 796, 2020]
directory-entry: — Ernst, Maurer, Steilshoperstr. 41, ⌧ 22	[464, 382, 726, 397]
directory-entry: — Ed., Arbtr., Fuhlsbüttelerstr. 50, H. 5, ⌧ 22	[464, 283, 750, 298]
book-binding	[0, 0, 95, 2177]
